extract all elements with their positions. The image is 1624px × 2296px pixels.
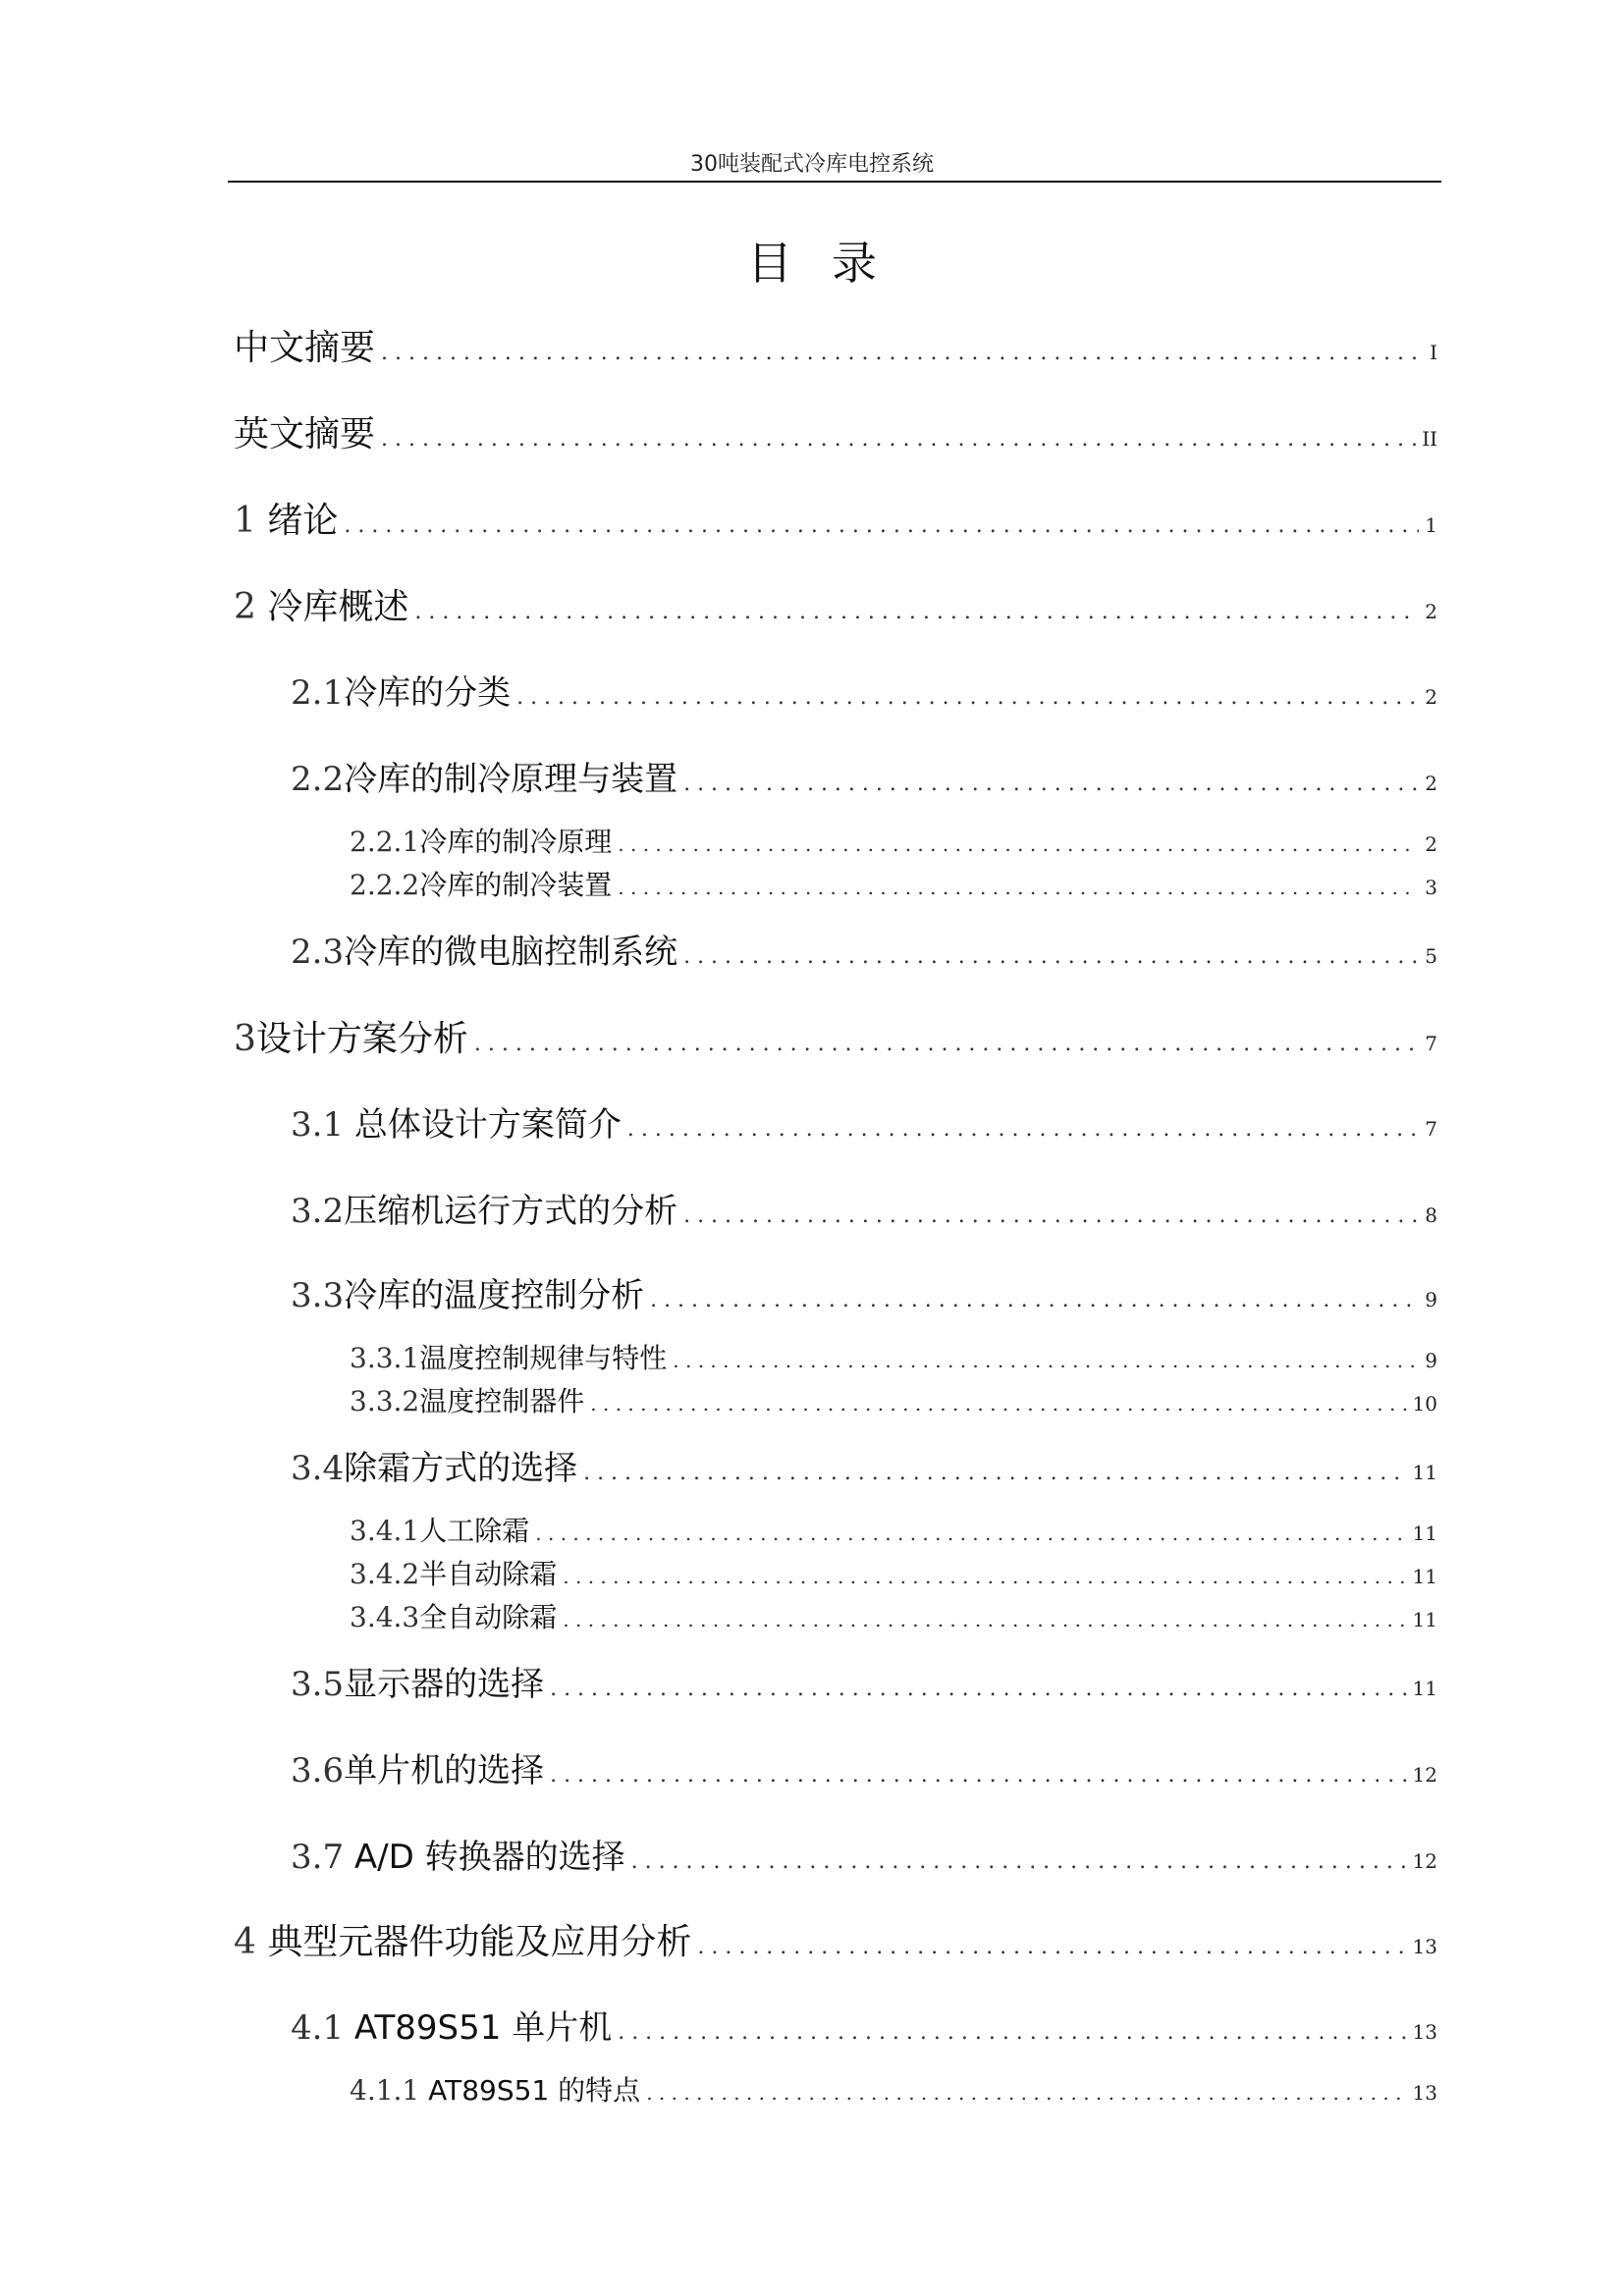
dot-leader (583, 1461, 1406, 1485)
dot-leader (563, 1565, 1406, 1588)
toc-entry-page: 7 (1425, 1117, 1437, 1141)
dot-leader (683, 772, 1419, 796)
dot-leader (673, 1349, 1419, 1372)
dot-leader (516, 685, 1419, 710)
dot-leader (650, 1288, 1419, 1312)
toc-entry-number: 2.2.1 (350, 826, 420, 858)
toc-entry-title: 除霜方式的选择 (344, 1449, 578, 1488)
toc-entry[interactable] (350, 1553, 1437, 1592)
running-header: 30吨装配式冷库电控系统 (690, 152, 934, 177)
toc-entry[interactable] (291, 1657, 1437, 1705)
toc-entry[interactable] (350, 1380, 1437, 1419)
toc-entry-page: 12 (1412, 1849, 1437, 1873)
dot-leader (697, 1935, 1406, 1959)
toc-entry-page: 9 (1425, 1349, 1437, 1372)
toc-entry[interactable] (350, 1337, 1437, 1376)
toc-entry-title: 典型元器件功能及应用分析 (267, 1922, 692, 1962)
toc-entry[interactable] (291, 1097, 1437, 1146)
toc-entry-page: 2 (1425, 685, 1437, 709)
toc-entry-page: 2 (1425, 772, 1437, 795)
toc-entry-page: 11 (1412, 1677, 1437, 1700)
toc-entry-page: 13 (1412, 2081, 1437, 2105)
toc-entry[interactable] (234, 320, 1437, 370)
dot-leader (618, 2020, 1406, 2045)
dot-leader (381, 427, 1416, 452)
toc-entry[interactable] (350, 2069, 1437, 2109)
toc-entry-title: 全自动除霜 (419, 1601, 558, 1633)
toc-entry-title: 总体设计方案简介 (353, 1105, 622, 1145)
toc-entry-number: 2 (234, 587, 268, 627)
toc-entry-number: 3.3.1 (350, 1342, 420, 1374)
toc-entry-page: 10 (1412, 1392, 1437, 1415)
toc-entry[interactable] (234, 1011, 1437, 1061)
toc-entry[interactable] (350, 1596, 1437, 1635)
toc-entry[interactable] (234, 406, 1437, 456)
dot-leader (414, 600, 1419, 624)
toc-entry[interactable] (291, 752, 1437, 800)
toc-entry-number: 4 (234, 1922, 268, 1962)
toc-entry-page: 1 (1425, 513, 1437, 537)
toc-entry[interactable] (291, 1184, 1437, 1232)
toc-entry-title: 显示器的选择 (344, 1665, 545, 1704)
toc-entry-number: 3.3 (291, 1276, 345, 1315)
toc-entry-page: 13 (1412, 1935, 1437, 1958)
dot-leader (535, 1522, 1406, 1545)
toc-entry-number: 2.1 (291, 673, 345, 713)
dot-leader (590, 1392, 1406, 1415)
toc-entry-title: A/D 转换器的选择 (353, 1838, 625, 1877)
toc-entry[interactable] (350, 864, 1437, 903)
dot-leader (683, 1203, 1419, 1228)
toc-entry[interactable] (234, 1914, 1437, 1964)
toc-entry[interactable] (234, 579, 1437, 629)
toc-entry-number: 2.3 (291, 933, 345, 972)
toc-entry-page: 11 (1412, 1461, 1437, 1484)
dot-leader (550, 1677, 1406, 1701)
dot-leader (381, 341, 1424, 365)
toc-entry-number: 1 (234, 501, 268, 541)
toc-entry-number: 2.2.2 (350, 869, 420, 901)
toc-entry-title: AT89S51 单片机 (353, 2008, 613, 2048)
toc-entry-number: 3.4.1 (350, 1515, 420, 1547)
dot-leader (563, 1608, 1406, 1631)
dot-leader (627, 1117, 1419, 1142)
toc-entry-title: 温度控制器件 (419, 1385, 585, 1417)
toc-entry-number: 3.4.2 (350, 1558, 420, 1590)
toc-entry-page: 7 (1425, 1032, 1437, 1055)
toc-entry-number: 4.1.1 (350, 2074, 429, 2107)
toc-entry-page: 5 (1425, 944, 1437, 968)
toc-entry[interactable] (291, 666, 1437, 714)
toc-entry-page: I (1430, 341, 1437, 364)
toc-entry-number: 3.5 (291, 1665, 345, 1704)
toc-entry-page: 9 (1425, 1288, 1437, 1311)
dot-leader (550, 1763, 1406, 1788)
toc-entry-number: 3.6 (291, 1751, 345, 1790)
toc-entry-title: 人工除霜 (419, 1515, 530, 1547)
toc-entry-title: 单片机的选择 (344, 1751, 545, 1790)
toc-entry[interactable] (291, 1830, 1437, 1878)
toc-entry-page: 2 (1425, 600, 1437, 623)
toc-entry-page: 8 (1425, 1203, 1437, 1227)
toc-entry-title: 冷库概述 (267, 587, 409, 627)
toc-entry-title: 冷库的制冷装置 (419, 869, 613, 901)
toc-entry[interactable] (291, 925, 1437, 973)
toc-entry-number: 3.4.3 (350, 1601, 420, 1633)
toc-entry[interactable] (350, 821, 1437, 860)
toc-entry-title: 冷库的制冷原理 (419, 826, 613, 858)
toc-entry-title: 设计方案分析 (255, 1019, 468, 1059)
toc-entry-title: 冷库的分类 (344, 673, 512, 713)
toc-entry-page: II (1422, 427, 1437, 451)
toc-entry-number: 4.1 (291, 2008, 354, 2048)
toc-entry[interactable] (234, 493, 1437, 543)
dot-leader (646, 2081, 1406, 2105)
dot-leader (474, 1032, 1419, 1056)
dot-leader (683, 944, 1419, 969)
toc-entry-number: 3.4 (291, 1449, 345, 1488)
toc-entry-page: 11 (1412, 1565, 1437, 1588)
toc-entry-number: 3.1 (291, 1105, 354, 1145)
toc-entry-title: 冷库的微电脑控制系统 (344, 933, 678, 972)
dot-leader (618, 876, 1419, 899)
dot-leader (618, 832, 1419, 856)
toc-entry-page: 11 (1412, 1522, 1437, 1545)
toc-entry-number: 2.2 (291, 760, 345, 799)
dot-leader (344, 513, 1419, 538)
toc-entry-number: 3.2 (291, 1192, 345, 1231)
toc-entry-page: 13 (1412, 2020, 1437, 2044)
toc-entry[interactable] (291, 1268, 1437, 1316)
toc-entry-title: 中文摘要 (234, 328, 376, 368)
toc-entry[interactable] (291, 2001, 1437, 2049)
toc-entry-page: 3 (1425, 876, 1437, 899)
dot-leader (631, 1849, 1407, 1874)
toc-entry-page: 11 (1412, 1608, 1437, 1631)
toc-entry-page: 12 (1412, 1763, 1437, 1787)
toc-entry-title: 绪论 (267, 501, 339, 541)
toc-entry-title: 英文摘要 (234, 414, 376, 454)
toc-entry-title: 半自动除霜 (419, 1558, 558, 1590)
toc-entry-page: 2 (1425, 832, 1437, 856)
toc-entry-title: 冷库的制冷原理与装置 (344, 760, 678, 799)
toc-entry-number: 3 (234, 1019, 256, 1059)
toc-entry-number: 3.3.2 (350, 1385, 420, 1417)
toc-entry[interactable] (350, 1510, 1437, 1549)
toc-entry[interactable] (291, 1441, 1437, 1489)
toc-entry[interactable] (291, 1743, 1437, 1791)
toc-entry-number: 3.7 (291, 1838, 354, 1877)
toc-title: 目录 (747, 237, 916, 290)
toc-entry-title: AT89S51 的特点 (428, 2074, 641, 2107)
toc-entry-title: 温度控制规律与特性 (419, 1342, 668, 1374)
toc-entry-title: 冷库的温度控制分析 (344, 1276, 645, 1315)
toc-entry-title: 压缩机运行方式的分析 (344, 1192, 678, 1231)
